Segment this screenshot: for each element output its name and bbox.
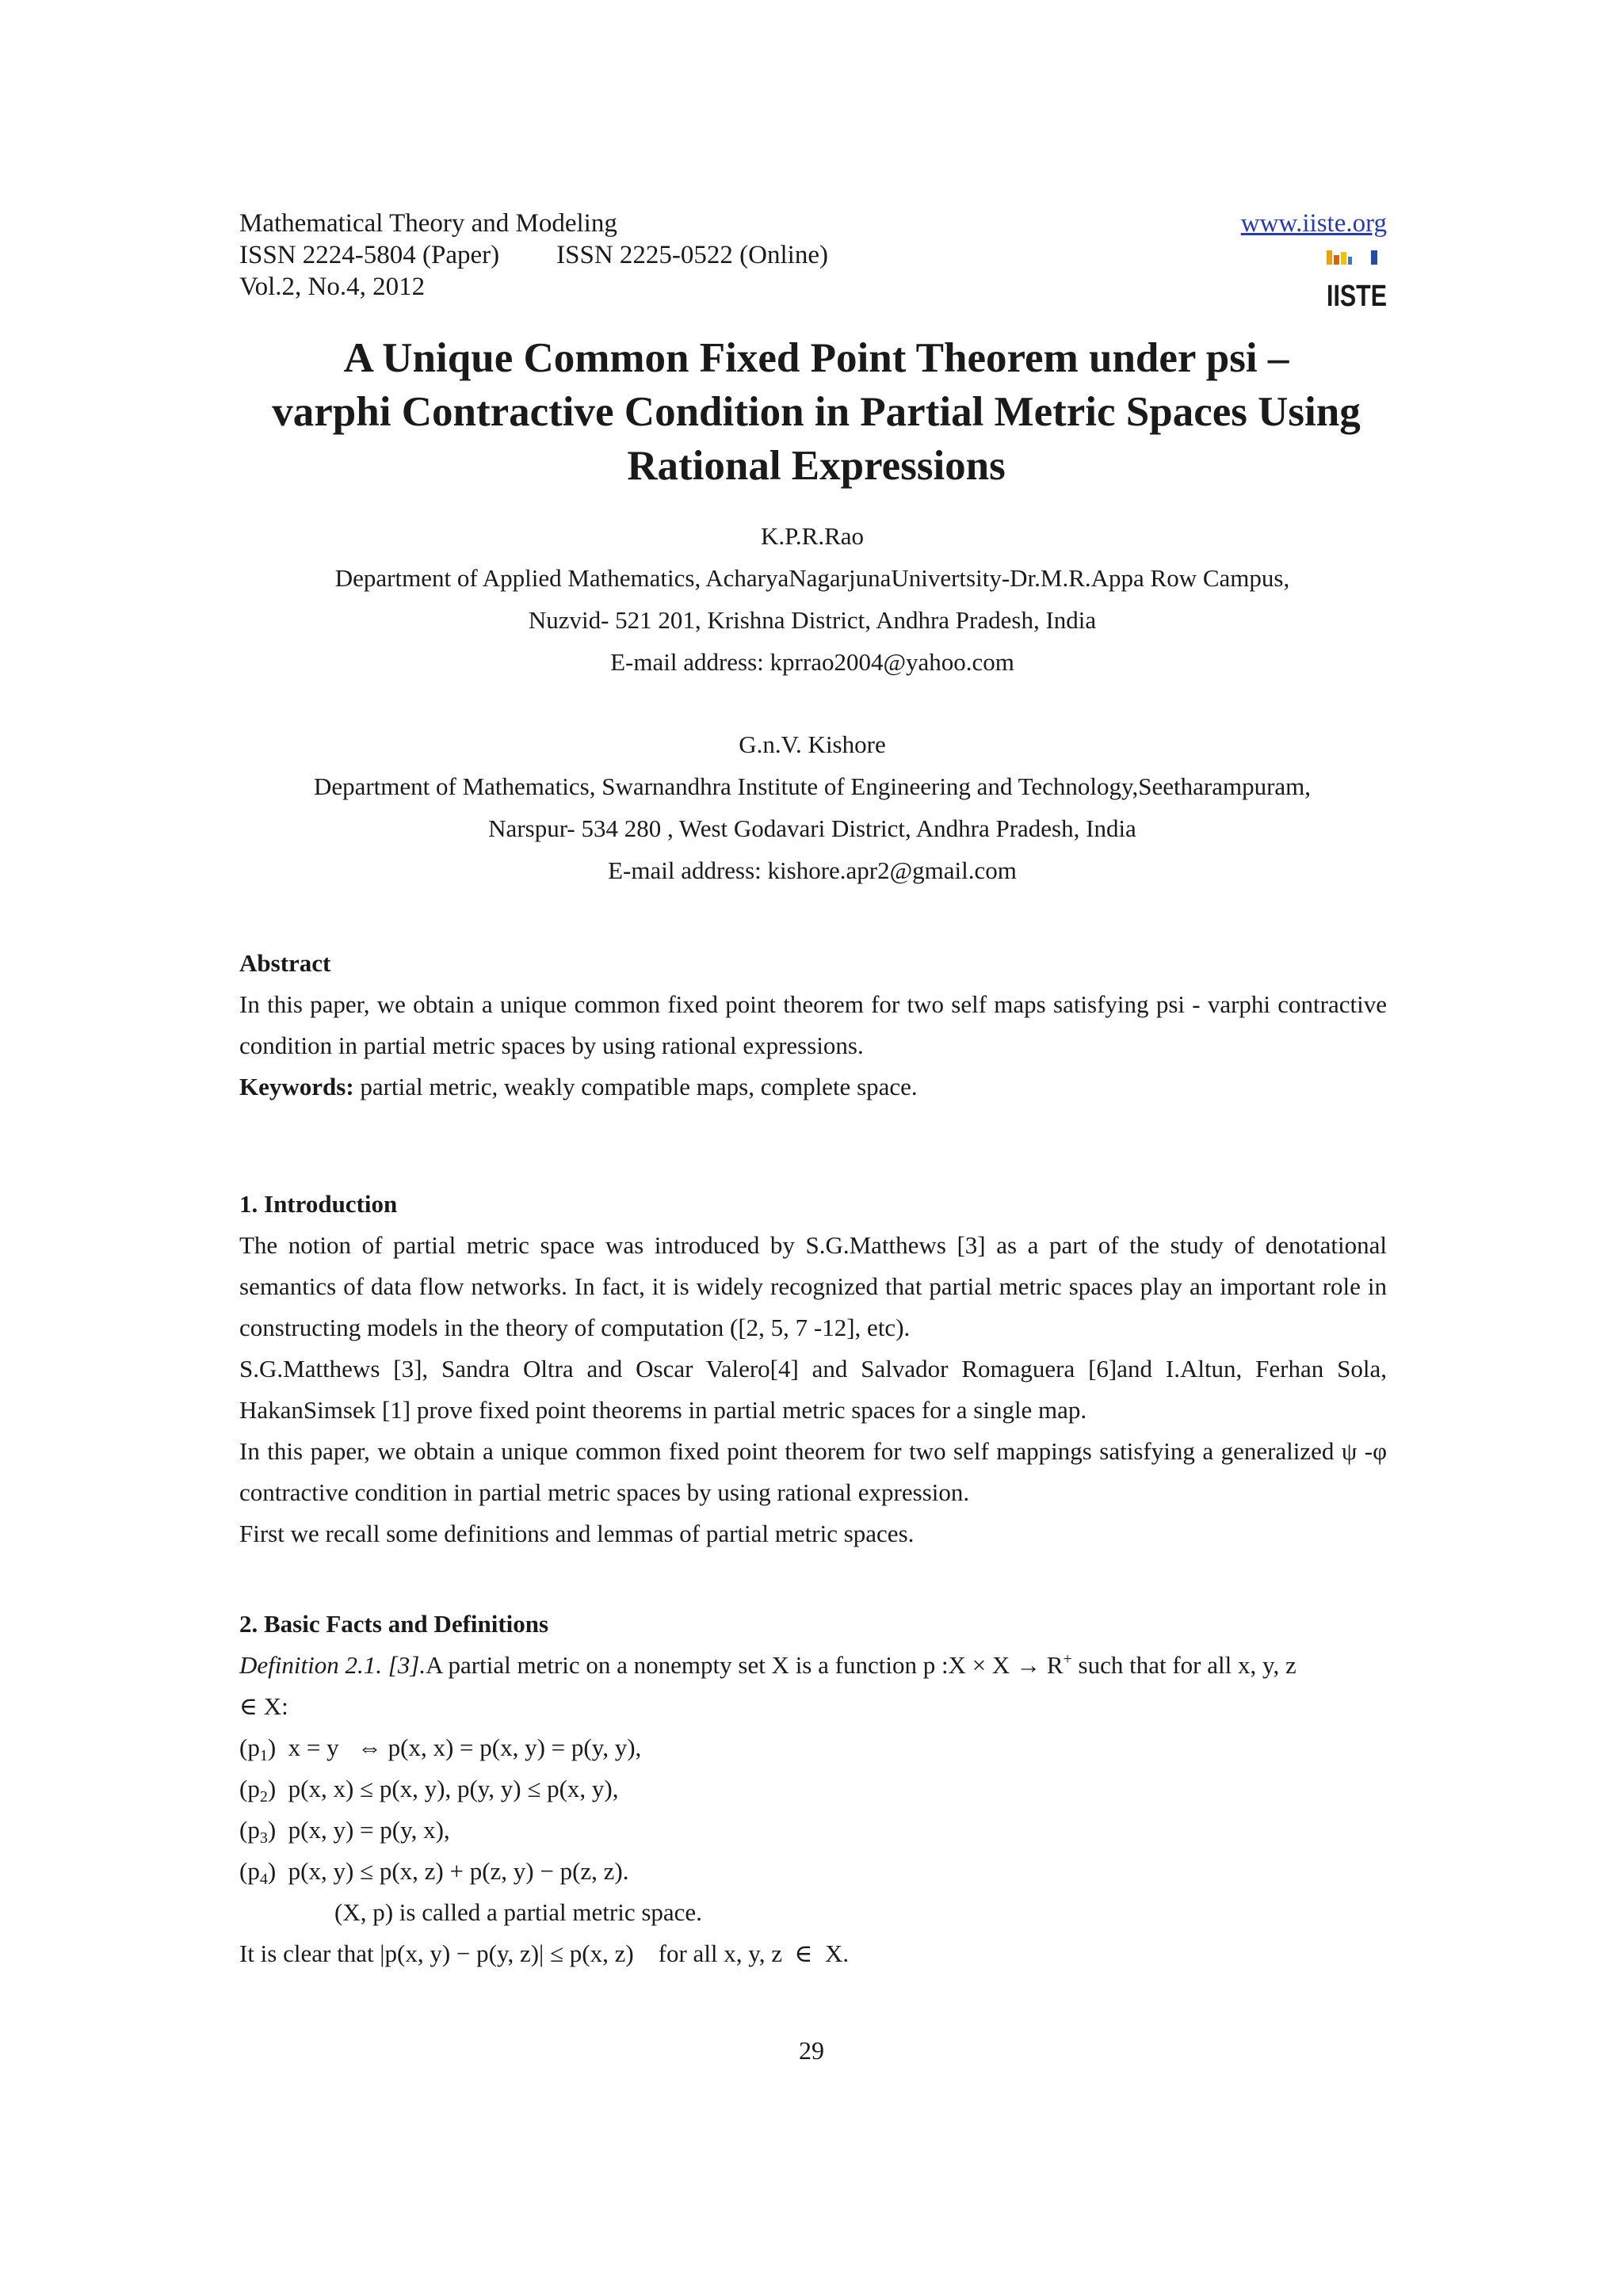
abstract-section: [239, 943, 1387, 1108]
axiom-p4: $(p_4)$ p(x, y) ≤ p(x, z) + p(z, y) − p(z, z).: [239, 1857, 629, 1888]
author-block-2: [158, 723, 1466, 891]
intro-paragraph-2: S.G.Matthews [3], Sandra Oltra and Oscar Valero[4] and Salvador Romaguera [6]and I.Altun, Ferhan Sola, HakanSimsek [1] prove fixed point theorems in partial metric spaces for a single map.: [239, 1355, 1387, 1424]
basic-facts-section: [239, 1604, 1387, 1974]
author-name: G.n.V. Kishore: [739, 730, 886, 758]
author-block-1: [158, 515, 1466, 683]
definition-label: Definition 2.1. [3].: [239, 1651, 426, 1679]
abstract-text: In this paper, we obtain a unique common fixed point theorem for two self maps satisfying psi - varphi contractive condition in partial metric spaces by using rational expressions.: [239, 990, 1387, 1059]
author-address: Nuzvid- 521 201, Krishna District, Andhra Pradesh, India: [528, 606, 1097, 634]
author-email: E-mail address: kprrao2004@yahoo.com: [610, 648, 1014, 676]
inequality-statement: It is clear that |p(x, y) − p(y, z)| ≤ p(x, z) for all x, y, z ∈ X.: [239, 1939, 850, 1967]
keywords-line: [239, 1066, 1387, 1108]
title-line-1: A Unique Common Fixed Point Theorem under psi –: [343, 335, 1289, 381]
author-affiliation: Department of Applied Mathematics, AcharyaNagarjunaUnivertsity-Dr.M.R.Appa Row Campus,: [334, 564, 1290, 592]
author-affiliation: Department of Mathematics, Swarnandhra Institute of Engineering and Technology,Seetharampuram,: [313, 772, 1312, 800]
definition-text-b: such that for all x, y, z: [1071, 1651, 1296, 1679]
paper-title: [198, 331, 1434, 493]
intro-paragraph-3: In this paper, we obtain a unique common fixed point theorem for two self mappings satisfying a generalized ψ -φ contractive condition in partial metric spaces by using rational expression.: [239, 1437, 1387, 1506]
issn-online: ISSN 2225-0522 (Online): [556, 241, 828, 269]
title-line-2: varphi Contractive Condition in Partial Metric Spaces Using: [272, 389, 1361, 435]
introduction-heading: 1. Introduction: [239, 1190, 398, 1218]
page-number: 29: [799, 2036, 824, 2065]
axiom-p2: $(p_2)$ p(x, x) ≤ p(x, y), p(y, y) ≤ p(x, y),: [239, 1775, 619, 1806]
title-line-3: Rational Expressions: [627, 443, 1006, 489]
keywords-text: partial metric, weakly compatible maps, complete space.: [353, 1073, 918, 1100]
definition-continuation: ∈ X:: [239, 1692, 288, 1720]
intro-paragraph-1: The notion of partial metric space was introduced by S.G.Matthews [3] as a part of the study of denotational semantics of data flow networks. In fact, it is widely recognized that partial metric spaces play an important role in constructing models in the theory of computation ([2, 5, 7 -12], etc).: [239, 1231, 1387, 1341]
author-name: K.P.R.Rao: [760, 522, 865, 550]
iiste-logo: [1325, 249, 1388, 312]
intro-paragraph-4: First we recall some definitions and lemmas of partial metric spaces.: [239, 1520, 915, 1547]
definition-line: [239, 1645, 1387, 1686]
definition-superscript: +: [1063, 1650, 1072, 1668]
author-address: Narspur- 534 280 , West Godavari District, Andhra Pradesh, India: [488, 814, 1136, 842]
keywords-label: Keywords:: [239, 1073, 354, 1100]
journal-name: Mathematical Theory and Modeling: [239, 209, 617, 238]
volume-info: Vol.2, No.4, 2012: [239, 273, 426, 301]
axiom-p1: $(p_1) x = y$ ⇔ p(x, x) = p(x, y) = p(y, y),: [239, 1733, 642, 1764]
partial-metric-space-statement: (X, p) is called a partial metric space.: [334, 1898, 702, 1926]
basic-facts-heading: 2. Basic Facts and Definitions: [239, 1610, 549, 1638]
author-email: E-mail address: kishore.apr2@gmail.com: [608, 856, 1017, 884]
journal-header: [239, 208, 1387, 303]
definition-text-a: A partial metric on a nonempty set X is a function p :X × X → R: [426, 1651, 1064, 1679]
axiom-p3: $(p_3)$ p(x, y) = p(y, x),: [239, 1816, 450, 1847]
introduction-section: [239, 1184, 1387, 1554]
website-link[interactable]: www.iiste.org: [1240, 209, 1387, 238]
issn-line: [239, 239, 1387, 271]
abstract-heading: Abstract: [239, 949, 331, 977]
issn-paper: ISSN 2224-5804 (Paper): [239, 241, 500, 269]
logo-wordmark: IISTE: [1327, 280, 1387, 313]
